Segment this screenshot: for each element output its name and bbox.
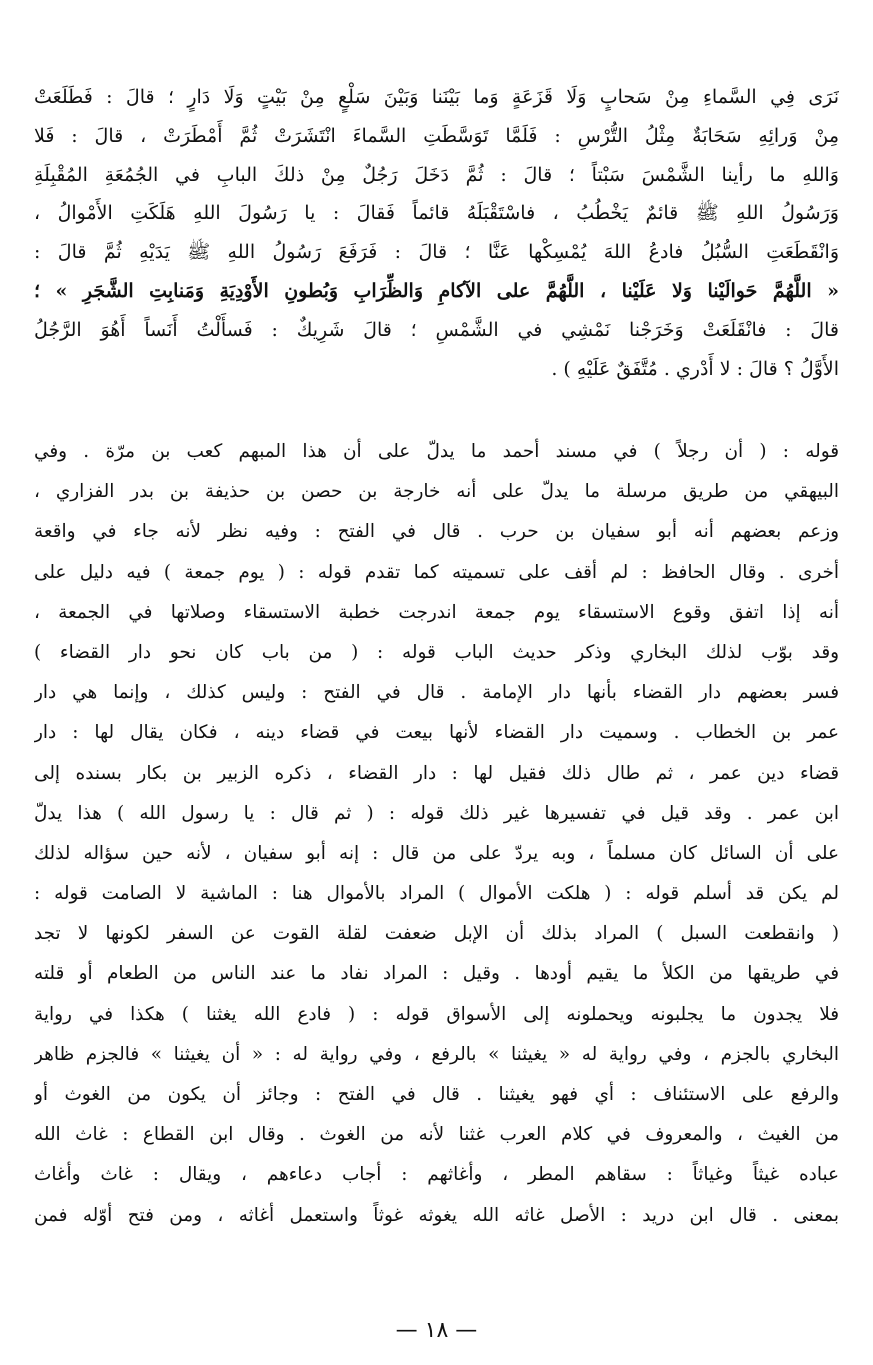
commentary-line: أنه إذا اتفق وقوع الاستسقاء يوم جمعة اندرجت خطبة الاستسقاء وصلاتها في الجمعة ، (34, 601, 839, 623)
commentary-line: على أن السائل كان مسلماً ، وبه يردّ على من قال : إنه أبو سفيان ، لأنه حين سؤاله لذلك (34, 842, 839, 864)
commentary-line: ابن عمر . وقد قيل في تفسيرها غير ذلك قوله : ( ثم قال : يا رسول الله ) هذا يدلّ (34, 802, 839, 824)
hadith-line: الأَوَّلُ ؟ قالَ : لا أَدْري . مُتَّفَقٌ عَلَيْهِ ) . (551, 357, 839, 380)
hadith-line: وَاللهِ ما رأينا الشَّمْسَ سَبْتاً ؛ قالَ : ثُمَّ دَخَلَ رَجُلٌ مِنْ ذلكَ البابِ في الجُمُعَةِ المُقْبِلَةِ (34, 163, 839, 186)
hadith-line: وَانْقَطَعَتِ السُّبُلُ فادعُ اللهَ يُمْسِكْها عَنَّا ؛ قالَ : فَرَفَعَ رَسُولُ اللهِ ﷺ يَدَيْهِ ثُمَّ قالَ : (34, 241, 839, 264)
prophetic-supplication: « اللَّهُمَّ حَوالَيْنا وَلا عَلَيْنا ، اللَّهُمَّ على الآكامِ وَالظِّرَابِ وَبُطونِ الأَوْدِيَةِ وَمَنابِتِ الشَّجَرِ » ؛ (34, 279, 839, 302)
commentary-line: والرفع على الاستئناف : أي فهو يغيثنا . قال في الفتح : وجائز أن يكون من الغوث أو (34, 1084, 839, 1105)
commentary-line: البخاري بالجزم ، وفي رواية له « يغيثنا » بالرفع ، وفي رواية له : « أن يغيثنا » فالجزم ظاهر (34, 1043, 839, 1065)
commentary-line: من الغيث ، والمعروف في كلام العرب غثنا لأنه من الغوث . وقال ابن القطاع : غاث الله (34, 1124, 839, 1146)
page-number: — ١٨ — (395, 1318, 478, 1343)
hadith-line: مِنْ وَرائِهِ سَحَابَةٌ مِثْلُ التُّرْسِ : فَلَمَّا تَوَسَّطَتِ السَّماءَ انْتَشَرَتْ ثُمَّ أَمْطَرَتْ ، قالَ : فَلا (34, 124, 839, 147)
commentary-line: بمعنى . قال ابن دريد : الأصل غاثه الله يغوثه غوثاً واستعمل أغاثه ، ومن فتح أوّله فمن (34, 1204, 839, 1226)
commentary-line: وزعم بعضهم أنه أبو سفيان بن حرب . قال في الفتح : وفيه نظر لأنه جاء في واقعة (34, 521, 839, 543)
commentary-line: لم يكن قد أسلم قوله : ( هلكت الأموال ) المراد بالأموال هنا : الماشية لا الصامت قوله : (34, 883, 839, 905)
hadith-line: نَرَى فِي السَّماءِ مِنْ سَحابٍ وَلَا قَزَعَةٍ وَما بَيْنَنا وَبَيْنَ سَلْعٍ مِنْ بَيْتٍ وَلَا دَارٍ ؛ قالَ : فَطَلَعَتْ (34, 86, 839, 108)
commentary-line: فسر بعضهم دار القضاء بأنها دار الإمامة . قال في الفتح : وليس كذلك ، وإنما هي دار (34, 682, 839, 704)
hadith-text (34, 78, 839, 388)
commentary-line: فلا يجدون ما يجلبونه ويحملونه إلى الأسواق قوله : ( فادع الله يغثنا ) هكذا في رواية (34, 1003, 839, 1025)
commentary-line: البيهقي من طريق مرسلة ما يدلّ على أنه خارجة بن حصن بن حذيفة بن بدر الفزاري ، (34, 481, 839, 503)
commentary-line: أخرى . وقال الحافظ : لم أقف على تسميته كما تقدم قوله : ( يوم جمعة ) فيه دليل على (34, 561, 839, 583)
commentary-line: قوله : ( أن رجلاً ) في مسند أحمد ما يدلّ على أن هذا المبهم كعب بن مرّة . وفي (34, 441, 839, 462)
commentary-text (34, 432, 839, 1236)
commentary-line: قضاء دين عمر ، ثم طال ذلك فقيل لها : دار القضاء ، ذكره الزبير بن بكار بسنده إلى (34, 762, 839, 784)
hadith-line: قالَ : فانْقَلَعَتْ وَخَرَجْنا نَمْشِي في الشَّمْسِ ؛ قالَ شَرِيكٌ : فَسأَلْتُ أَنَساً أَهُوَ الرَّجُلُ (34, 318, 839, 341)
hadith-line: وَرَسُولُ اللهِ ﷺ قائمٌ يَخْطُبُ ، فاسْتَقْبَلَهُ قائماً فَقالَ : يا رَسُولَ اللهِ هَلَكَتِ الأَمْوالُ ، (34, 202, 839, 225)
commentary-line: عمر بن الخطاب . وسميت دار القضاء لأنها بيعت في قضاء دينه ، فكان يقال لها : دار (34, 722, 839, 744)
commentary-line: عباده غيثاً وغياثاً : سقاهم المطر ، وأغاثهم : أجاب دعاءهم ، ويقال : غاث وأغاث (34, 1164, 839, 1186)
commentary-line: وقد بوّب لذلك البخاري وذكر حديث الباب قوله : ( من باب كان نحو دار القضاء ) (34, 641, 839, 663)
commentary-line: ( وانقطعت السبل ) المراد بذلك أن الإبل ضعفت لقلة القوت عن السفر لكونها لا تجد (34, 923, 839, 945)
commentary-line: في طريقها من الكلأ ما يقيم أودها . وقيل : المراد نفاد ما عند الناس من الطعام أو قلته (34, 963, 839, 985)
